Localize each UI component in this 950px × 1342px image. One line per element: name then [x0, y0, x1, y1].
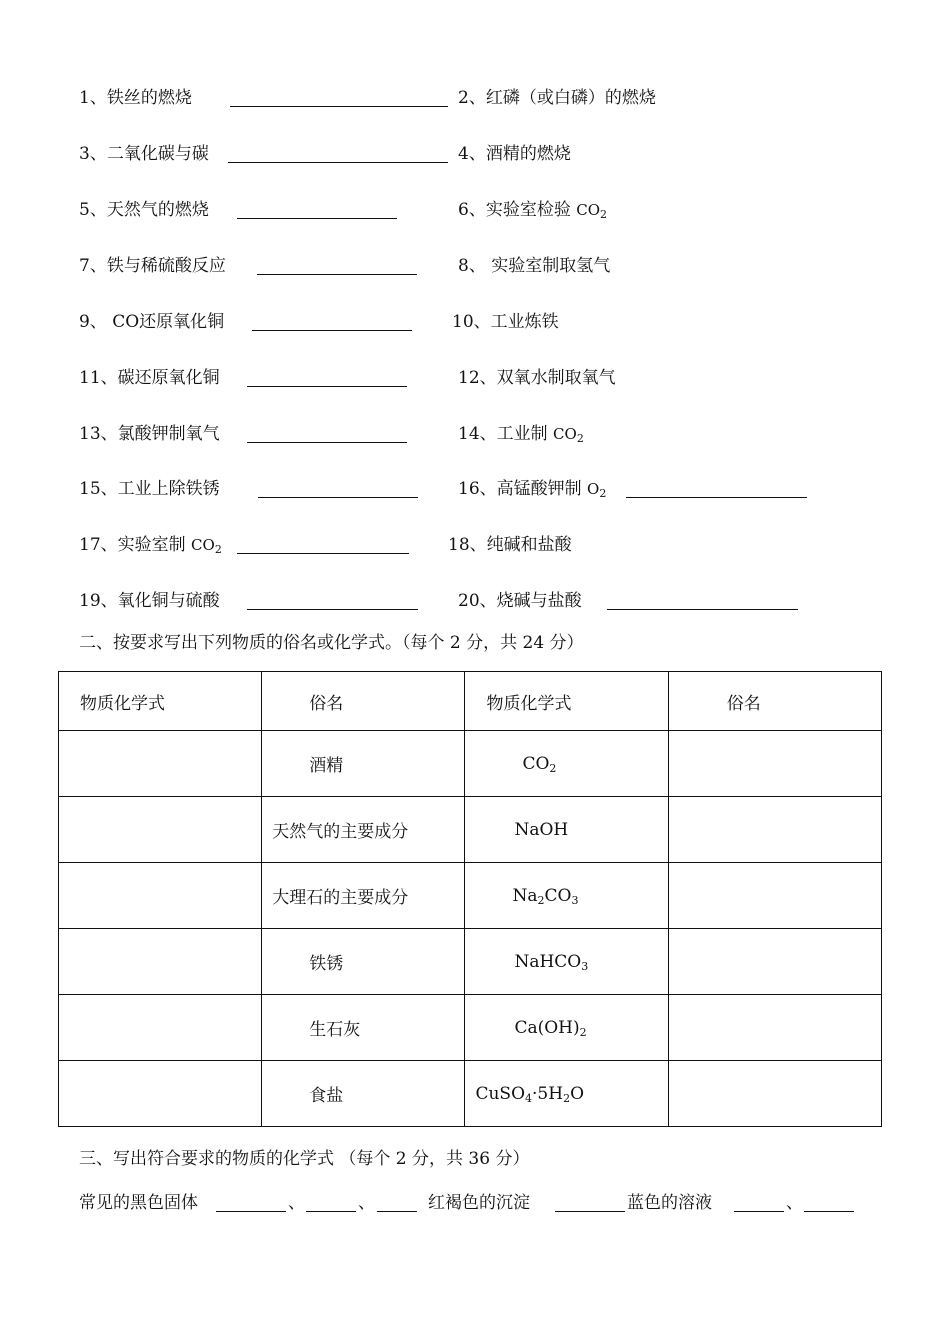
eq-14: 14、工业制 $CO_2$ [458, 424, 584, 445]
eq-7-blank[interactable] [257, 274, 417, 275]
eq-7: 7、铁与稀硫酸反应 [79, 256, 226, 276]
eq-8: 8、 实验室制取氢气 [458, 256, 611, 276]
common-name: 酒精 [262, 731, 465, 797]
eq-19-blank[interactable] [247, 609, 418, 610]
table-row [59, 863, 882, 929]
formula-input-cell[interactable] [59, 929, 262, 995]
separator: 、 [358, 1193, 375, 1213]
substance-table [58, 671, 882, 1127]
formula-input-cell[interactable] [59, 995, 262, 1061]
table-row [59, 929, 882, 995]
eq-13: 13、氯酸钾制氧气 [79, 424, 220, 444]
name-input-cell[interactable] [668, 1061, 881, 1127]
table-row [59, 731, 882, 797]
name-input-cell[interactable] [668, 863, 881, 929]
eq-6: 6、实验室检验 $CO_2$ [458, 200, 608, 221]
eq-1: 1、铁丝的燃烧 [79, 88, 192, 108]
blue-solution-blank-2[interactable] [804, 1211, 854, 1212]
formula: NaHCO$_3$ [465, 929, 668, 995]
formula: NaOH [465, 797, 668, 863]
black-solid-blank-2[interactable] [306, 1211, 356, 1212]
blue-solution-blank-1[interactable] [734, 1211, 784, 1212]
eq-3-blank[interactable] [228, 162, 448, 163]
common-name: 食盐 [262, 1061, 465, 1127]
table-row [59, 995, 882, 1061]
eq-17: 17、实验室制 $CO_2$ [79, 535, 222, 556]
common-name: 大理石的主要成分 [262, 863, 465, 929]
formula-input-cell[interactable] [59, 797, 262, 863]
eq-20-blank[interactable] [607, 609, 798, 610]
black-solid-blank-3[interactable] [377, 1211, 417, 1212]
section3-title: 三、写出符合要求的物质的化学式 （每个 2 分，共 36 分） [79, 1149, 530, 1169]
eq-11-blank[interactable] [247, 386, 407, 387]
header-formula-2: 物质化学式 [465, 672, 668, 731]
eq-20: 20、烧碱与盐酸 [458, 591, 582, 611]
eq-2: 2、红磷（或白磷）的燃烧 [458, 88, 656, 108]
red-brown-blank[interactable] [555, 1211, 625, 1212]
eq-4: 4、酒精的燃烧 [458, 144, 571, 164]
eq-16: 16、高锰酸钾制 $O_2$ [458, 479, 607, 500]
eq-5: 5、天然气的燃烧 [79, 200, 209, 220]
common-name: 生石灰 [262, 995, 465, 1061]
eq-18: 18、纯碱和盐酸 [448, 535, 572, 555]
eq-19: 19、氧化铜与硫酸 [79, 591, 220, 611]
formula-input-cell[interactable] [59, 1061, 262, 1127]
table-row [59, 797, 882, 863]
name-input-cell[interactable] [668, 731, 881, 797]
formula-input-cell[interactable] [59, 731, 262, 797]
eq-16-blank[interactable] [626, 497, 807, 498]
eq-9-blank[interactable] [252, 330, 412, 331]
eq-10: 10、工业炼铁 [452, 312, 559, 332]
table-header-row [59, 672, 882, 731]
formula-input-cell[interactable] [59, 863, 262, 929]
common-name: 铁锈 [262, 929, 465, 995]
name-input-cell[interactable] [668, 929, 881, 995]
formula: $CuSO_4\cdot 5H_2O$ [465, 1061, 668, 1127]
black-solid-label: 常见的黑色固体 [79, 1193, 198, 1213]
name-input-cell[interactable] [668, 995, 881, 1061]
eq-3: 3、二氧化碳与碳 [79, 144, 209, 164]
eq-1-blank[interactable] [230, 106, 448, 107]
header-formula-1: 物质化学式 [59, 672, 262, 731]
eq-17-blank[interactable] [237, 553, 409, 554]
table-row [59, 1061, 882, 1127]
eq-9: 9、 CO还原氧化铜 [79, 312, 225, 332]
name-input-cell[interactable] [668, 797, 881, 863]
eq-15: 15、工业上除铁锈 [79, 479, 220, 499]
eq-5-blank[interactable] [237, 218, 397, 219]
eq-11: 11、碳还原氧化铜 [79, 368, 220, 388]
separator: 、 [288, 1193, 305, 1213]
eq-15-blank[interactable] [258, 497, 418, 498]
eq-13-blank[interactable] [247, 442, 407, 443]
eq-12: 12、双氧水制取氧气 [458, 368, 616, 388]
header-name-1: 俗名 [262, 672, 465, 731]
formula: $Na_2CO_3$ [465, 863, 668, 929]
common-name: 天然气的主要成分 [262, 797, 465, 863]
black-solid-blank-1[interactable] [216, 1211, 286, 1212]
blue-solution-label: 蓝色的溶液 [627, 1193, 712, 1213]
formula: $CO_2$ [465, 731, 668, 797]
header-name-2: 俗名 [668, 672, 881, 731]
separator: 、 [786, 1193, 803, 1213]
red-brown-label: 红褐色的沉淀 [428, 1193, 530, 1213]
formula: $Ca(OH)_2$ [465, 995, 668, 1061]
section2-title: 二、按要求写出下列物质的俗名或化学式。（每个 2 分，共 24 分） [79, 633, 584, 653]
